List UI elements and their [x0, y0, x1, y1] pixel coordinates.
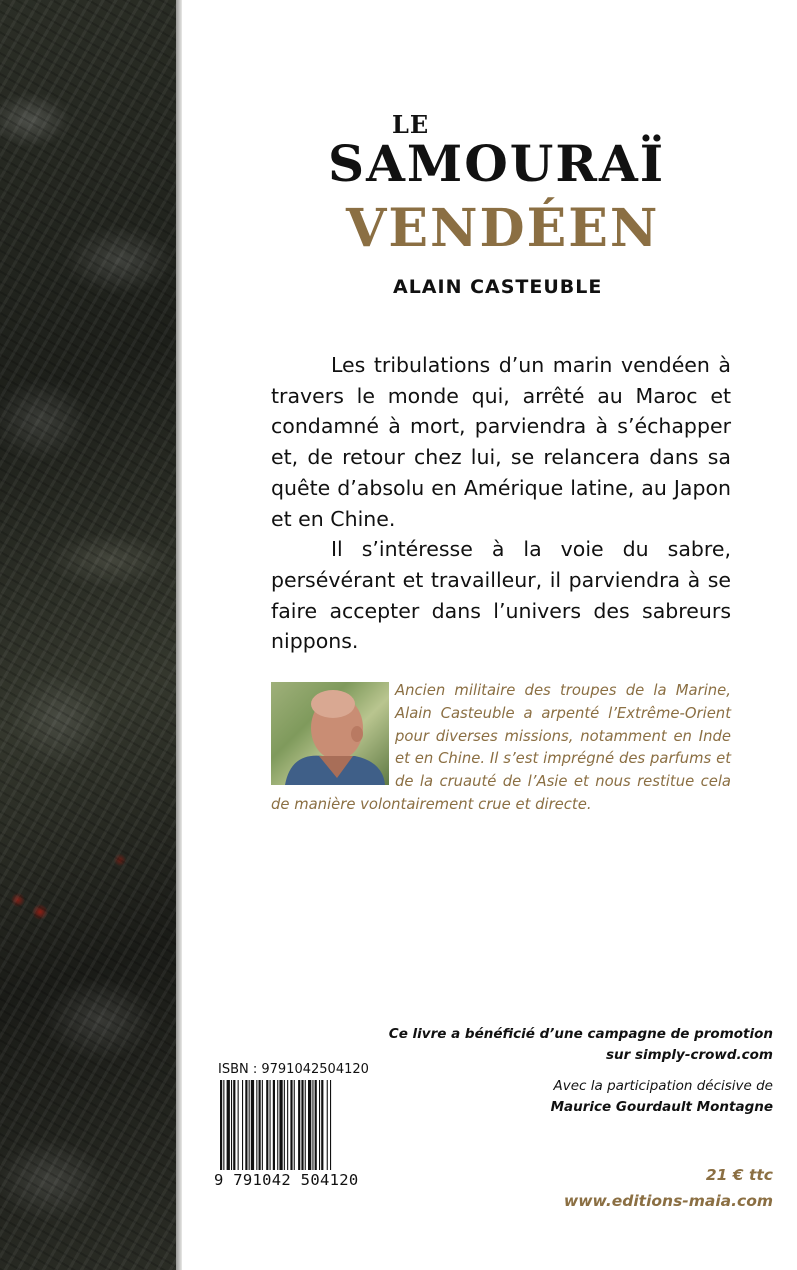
- barcode-bar: [245, 1080, 247, 1170]
- barcode-bar: [305, 1080, 306, 1170]
- title-prefix: LE: [392, 110, 430, 139]
- barcode-bar: [242, 1080, 243, 1170]
- barcode-bar: [220, 1080, 222, 1170]
- barcode-bar: [301, 1080, 303, 1170]
- barcode-bar: [251, 1080, 254, 1170]
- barcode-bar: [256, 1080, 257, 1170]
- publisher-website: www.editions-maia.com: [563, 1192, 773, 1210]
- barcode-bar: [231, 1080, 232, 1170]
- barcode-bar: [270, 1080, 271, 1170]
- author-name: ALAIN CASTEUBLE: [393, 276, 603, 298]
- barcode-bar: [284, 1080, 285, 1170]
- promotion-line-1: Ce livre a bénéficié d’une campagne de promotion: [388, 1026, 773, 1042]
- barcode-digits: 9 791042 504120: [214, 1171, 359, 1189]
- title-main: SAMOURAÏ: [328, 134, 666, 193]
- participation-note: [373, 1076, 773, 1118]
- barcode-bar: [312, 1080, 313, 1170]
- barcode-bar: [262, 1080, 263, 1170]
- title-sub: VENDÉEN: [346, 198, 660, 259]
- barcode-bar: [298, 1080, 300, 1170]
- barcode-bar: [259, 1080, 261, 1170]
- author-bio: [271, 680, 731, 817]
- barcode-bar: [330, 1080, 331, 1170]
- cover-artwork-strip: [0, 0, 176, 1270]
- barcode-bar: [308, 1080, 311, 1170]
- barcode-bars: [214, 1080, 366, 1172]
- barcode-bar: [273, 1080, 275, 1170]
- author-bio-text: Ancien militaire des troupes de la Marine, Alain Casteuble a arpenté l’Extrême-Orient pour diverses missions, notamment en Inde et en Chine. Il s’est imprégné des parfums et de la cruauté de l’Asie et nous restitue cela de manière volontairement crue et directe.: [271, 682, 731, 813]
- barcode-bar: [266, 1080, 268, 1170]
- synopsis: [271, 350, 731, 657]
- barcode-bar: [319, 1080, 320, 1170]
- artwork-edge: [176, 0, 182, 1270]
- barcode-bar: [227, 1080, 230, 1170]
- barcode-bar: [233, 1080, 235, 1170]
- barcode-bar: [287, 1080, 288, 1170]
- barcode-bar: [249, 1080, 250, 1170]
- barcode-bar: [223, 1080, 224, 1170]
- barcode-bar: [327, 1080, 328, 1170]
- barcode-bar: [315, 1080, 317, 1170]
- barcode: [214, 1080, 366, 1190]
- price: 21 € ttc: [705, 1166, 773, 1184]
- barcode-bar: [279, 1080, 282, 1170]
- barcode-bar: [294, 1080, 295, 1170]
- barcode-bar: [238, 1080, 239, 1170]
- synopsis-paragraph-1: Les tribulations d’un marin vendéen à travers le monde qui, arrêté au Maroc et condamné à mort, parviendra à s’échapper et, de retour chez lui, se relancera dans sa quête d’absolu en Amérique latine, au Japon et en Chine.: [271, 353, 731, 531]
- barcode-bar: [290, 1080, 292, 1170]
- price-block: [473, 1162, 773, 1214]
- isbn-label: ISBN : 9791042504120: [218, 1062, 369, 1077]
- participation-line: Avec la participation décisive de: [553, 1078, 773, 1094]
- promotion-note: [373, 1024, 773, 1066]
- barcode-bar: [321, 1080, 323, 1170]
- promotion-line-2: sur simply-crowd.com: [606, 1047, 773, 1063]
- synopsis-paragraph-2: Il s’intéresse à la voie du sabre, persévérant et travailleur, il parviendra à se faire accepter dans l’univers des sabreurs nippons.: [271, 537, 731, 654]
- barcode-bar: [277, 1080, 278, 1170]
- photo-spacer: [271, 680, 395, 792]
- participant-name: Maurice Gourdault Montagne: [550, 1099, 773, 1115]
